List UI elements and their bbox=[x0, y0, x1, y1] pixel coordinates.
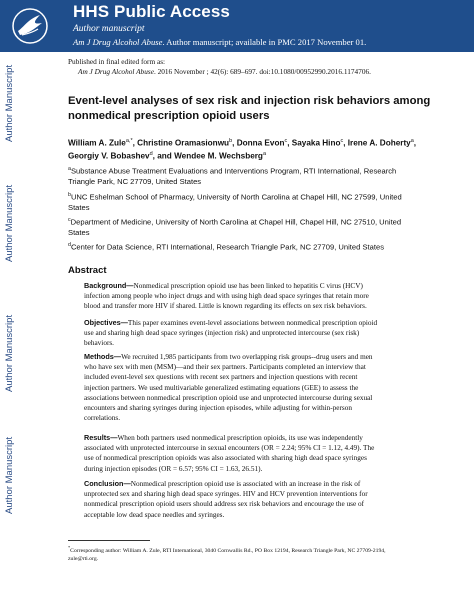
author-separator: , bbox=[232, 138, 237, 148]
section-label: Conclusion— bbox=[84, 479, 131, 488]
author-affiliation-mark: a,* bbox=[125, 138, 133, 144]
footnote-text: Corresponding author: William A. Zule, RTI International, 3040 Cornwallis Rd., PO Box 12194, Research Triangle Park, NC 27709-2194, zule@rti.org. bbox=[68, 547, 386, 562]
affiliation bbox=[68, 164, 423, 188]
author-name: Sayaka Hino bbox=[291, 138, 341, 148]
abstract-heading: Abstract bbox=[68, 265, 107, 276]
author-name: Georgiy V. Bobashev bbox=[68, 151, 150, 161]
affiliation bbox=[68, 190, 423, 214]
author-affiliation-mark: b bbox=[229, 138, 233, 144]
affiliation-mark: b bbox=[68, 192, 71, 198]
affiliation bbox=[68, 240, 423, 253]
author-separator: , and bbox=[152, 151, 175, 161]
section-label: Results— bbox=[84, 433, 118, 442]
abstract-methods bbox=[84, 352, 384, 423]
section-text: We recruited 1,985 participants from two overlapping risk groups--drug users and men who have sex with men (MSM)—and their sex partners. Participants completed an interview that included event-level sex questions with recent sex partners and injection questions with recent injection partners. We used multivariable generalized estimating equations (GEE) to assess the associations between nonmedical prescription opioid use and unprotected intercourse during sexual encounters and sharing syringes during injection episodes, while adjusting for within-person correlations. bbox=[84, 353, 373, 423]
citation-line bbox=[68, 67, 448, 77]
author-affiliation-mark: a bbox=[262, 151, 266, 158]
abstract-conclusion bbox=[84, 479, 384, 520]
section-text: Nonmedical prescription opioid use has been linked to hepatitis C virus (HCV) infection among people who inject drugs and with using high dead space syringes that retain more blood and transfer more HIV if shared. Little is known regarding its effects on sex risk behaviors. bbox=[84, 282, 369, 311]
author-separator: , bbox=[287, 138, 292, 148]
affiliation-mark: a bbox=[68, 166, 71, 172]
author-affiliation-mark: a bbox=[410, 138, 414, 144]
banner-subtitle: Author manuscript bbox=[73, 24, 145, 34]
author-affiliation-mark: c bbox=[284, 138, 288, 144]
footnote-divider bbox=[68, 540, 150, 541]
author-name: Wendee M. Wechsberg bbox=[174, 151, 263, 161]
author-list bbox=[68, 136, 418, 162]
affiliation-text: UNC Eshelman School of Pharmacy, University of North Carolina at Chapel Hill, NC 27599, United States bbox=[68, 192, 402, 213]
citation-journal: Am J Drug Alcohol Abuse bbox=[78, 66, 154, 76]
affiliation-mark: d bbox=[68, 242, 71, 248]
section-text: Nonmedical prescription opioid use is associated with an increase in the risk of unprotected sex and sharing high dead space syringes. HIV and HCV prevention interventions for nonmedical prescription opioid users should address sex risk behaviors and encourage the use of acceptable low dead space needles and syringes. bbox=[84, 480, 368, 519]
affiliation-text: Substance Abuse Treatment Evaluations and Interventions Program, RTI International, Research Triangle Park, NC 27709, United States bbox=[68, 166, 397, 187]
section-text: When both partners used nonmedical prescription opioids, its use was independently associated with unprotected intercourse in sexual encounters (OR = 2.24; 95% CI = 1.12, 4.49). The use of nonmedical prescription opioids was also associated with sharing high dead space syringes during injection episodes (OR = 6.57; 95% CI = 1.63, 26.51). bbox=[84, 434, 375, 473]
citation-details: . 2016 November ; 42(6): 689–697. doi:10.1080/00952990.2016.1174706. bbox=[153, 66, 371, 76]
side-label-author-manuscript: Author Manuscript bbox=[4, 184, 15, 262]
affiliation bbox=[68, 215, 423, 239]
abstract-objectives bbox=[84, 318, 384, 349]
hhs-eagle-logo-icon bbox=[8, 7, 52, 45]
author-separator: , bbox=[413, 138, 417, 148]
author-name: Irene A. Doherty bbox=[347, 138, 411, 148]
affiliation-mark: c bbox=[68, 217, 71, 223]
publication-info bbox=[68, 57, 448, 76]
author-separator: , bbox=[132, 138, 138, 148]
author-affiliation-mark: d bbox=[149, 151, 153, 158]
section-label: Background— bbox=[84, 281, 134, 290]
banner-title: HHS Public Access bbox=[73, 2, 230, 21]
section-text: This paper examines event-level associations between nonmedical prescription opioid use and sharing high dead space syringes (injection risk) and unprotected intercourse (sex risk) behaviors. bbox=[84, 319, 378, 348]
abstract-background bbox=[84, 281, 384, 312]
affiliation-text: Center for Data Science, RTI International, Research Triangle Park, NC 27709, United States bbox=[70, 242, 385, 252]
author-name: Christine Oramasionwu bbox=[137, 138, 230, 148]
hhs-public-access-banner bbox=[0, 0, 474, 52]
footnote-mark: * bbox=[68, 545, 71, 550]
author-name: Donna Evon bbox=[236, 138, 285, 148]
banner-journal-availability: . Author manuscript; available in PMC 2017 November 01. bbox=[162, 37, 367, 47]
section-label: Objectives— bbox=[84, 318, 128, 327]
side-label-author-manuscript: Author Manuscript bbox=[4, 314, 15, 392]
published-form-line: Published in final edited form as: bbox=[68, 57, 166, 66]
author-affiliation-mark: c bbox=[340, 138, 344, 144]
side-label-author-manuscript: Author Manuscript bbox=[4, 436, 15, 514]
paper-title: Event-level analyses of sex risk and injection risk behaviors among nonmedical prescription opioid users bbox=[68, 95, 431, 122]
banner-journal-name: Am J Drug Alcohol Abuse bbox=[73, 37, 163, 47]
banner-journal-line bbox=[73, 37, 366, 47]
author-name: William A. Zule bbox=[68, 138, 126, 148]
author-separator: , bbox=[343, 138, 348, 148]
section-label: Methods— bbox=[84, 352, 122, 361]
corresponding-author-footnote bbox=[68, 544, 398, 563]
affiliation-text: Department of Medicine, University of North Carolina at Chapel Hill, Chapel Hill, NC 27510, United States bbox=[68, 217, 402, 238]
abstract-results bbox=[84, 433, 384, 474]
side-label-author-manuscript: Author Manuscript bbox=[4, 64, 15, 142]
